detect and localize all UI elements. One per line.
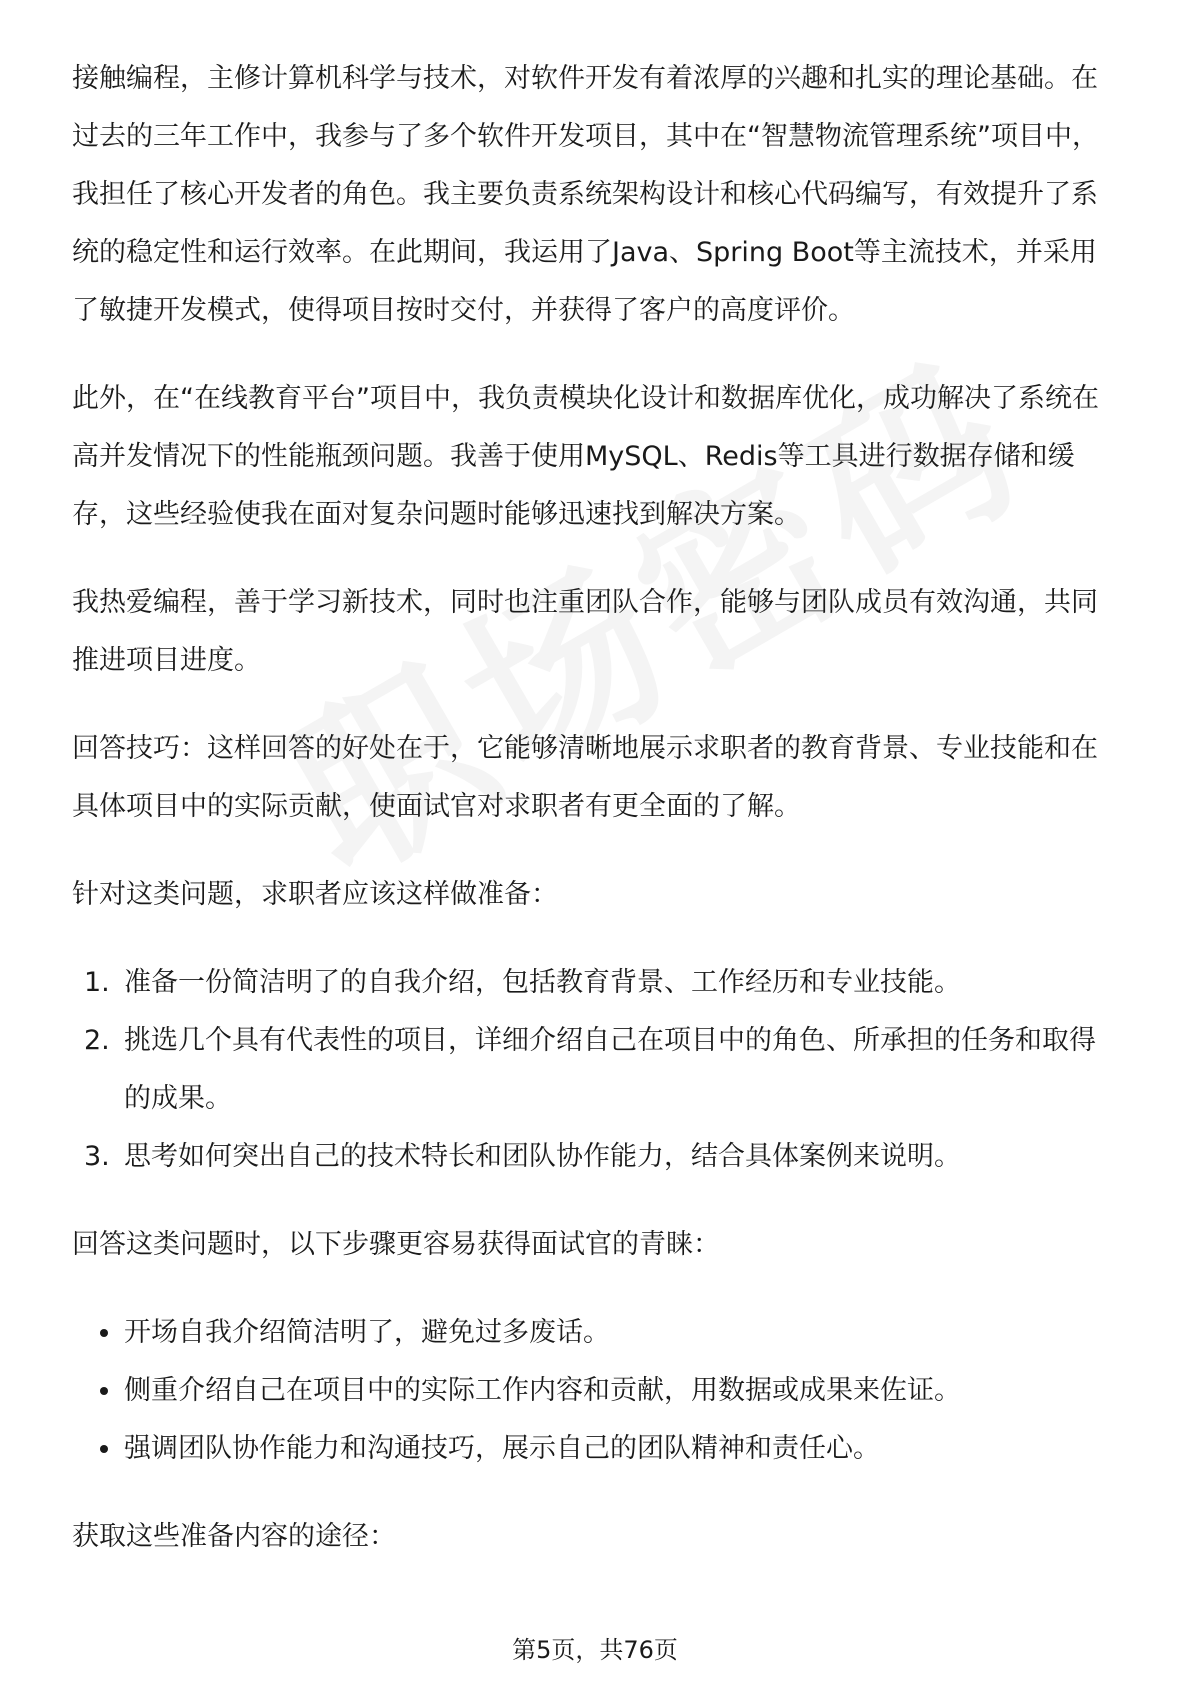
- list-item-text: 挑选几个具有代表性的项目，详细介绍自己在项目中的角色、所承担的任务和取得的成果。: [124, 1025, 1096, 1114]
- list-marker: 1.: [84, 967, 110, 998]
- bullet-dot-icon: [100, 1329, 108, 1337]
- numbered-list: [72, 954, 1120, 1186]
- document-body: [72, 50, 1120, 1596]
- list-item-text: 准备一份简洁明了的自我介绍，包括教育背景、工作经历和专业技能。: [124, 967, 961, 998]
- list-marker: 2.: [84, 1025, 110, 1056]
- paragraph-sources-heading: 获取这些准备内容的途径：: [72, 1521, 396, 1552]
- list-item: [72, 954, 1120, 1012]
- paragraph-project: 此外，在“在线教育平台”项目中，我负责模块化设计和数据库优化，成功解决了系统在高并发情况下的性能瓶颈问题。我善于使用MySQL、Redis等工具进行数据存储和缓存，这些经验使我在面对复杂问题时能够迅速找到解决方案。: [72, 383, 1099, 530]
- page-number: 第5页，共76页: [512, 1636, 678, 1664]
- bullet-dot-icon: [100, 1387, 108, 1395]
- bullet-dot-icon: [100, 1445, 108, 1453]
- list-item: [72, 1420, 1120, 1478]
- paragraph-prep-heading: 针对这类问题，求职者应该这样做准备：: [72, 879, 558, 910]
- list-item-text: 开场自我介绍简洁明了，避免过多废话。: [124, 1317, 610, 1348]
- list-item: [72, 1128, 1120, 1186]
- paragraph-tips: 回答技巧：这样回答的好处在于，它能够清晰地展示求职者的教育背景、专业技能和在具体项目中的实际贡献，使面试官对求职者有更全面的了解。: [72, 733, 1098, 822]
- paragraph-intro: 接触编程，主修计算机科学与技术，对软件开发有着浓厚的兴趣和扎实的理论基础。在过去的三年工作中，我参与了多个软件开发项目，其中在“智慧物流管理系统”项目中，我担任了核心开发者的角色。我主要负责系统架构设计和核心代码编写，有效提升了系统的稳定性和运行效率。在此期间，我运用了Java、Spring Boot等主流技术，并采用了敏捷开发模式，使得项目按时交付，并获得了客户的高度评价。: [72, 63, 1099, 326]
- list-item-text: 侧重介绍自己在项目中的实际工作内容和贡献，用数据或成果来佐证。: [124, 1375, 961, 1406]
- paragraph-steps-heading: 回答这类问题时，以下步骤更容易获得面试官的青睐：: [72, 1229, 720, 1260]
- list-marker: 3.: [84, 1141, 110, 1172]
- list-item: [72, 1012, 1120, 1128]
- list-item: [72, 1304, 1120, 1362]
- bullet-list: [72, 1304, 1120, 1478]
- list-item: [72, 1362, 1120, 1420]
- list-item-text: 思考如何突出自己的技术特长和团队协作能力，结合具体案例来说明。: [124, 1141, 961, 1172]
- paragraph-teamwork: 我热爱编程，善于学习新技术，同时也注重团队合作，能够与团队成员有效沟通，共同推进项目进度。: [72, 587, 1098, 676]
- list-item-text: 强调团队协作能力和沟通技巧，展示自己的团队精神和责任心。: [124, 1433, 880, 1464]
